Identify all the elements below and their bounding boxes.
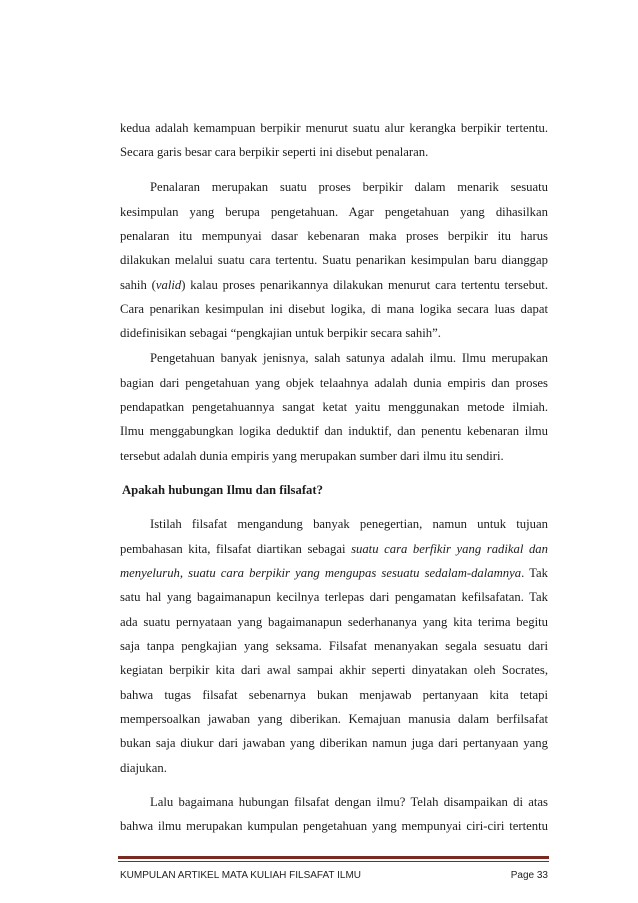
footer-rule [118, 856, 549, 859]
text-line: Istilah filsafat mengandung banyak penegertian, namun untuk tujuan [150, 517, 548, 531]
italic-term: valid [155, 278, 182, 292]
text-line: satu hal yang bagaimanapun kecilnya terlepas dari pengamatan kefilsafatan. Tak [120, 590, 548, 604]
text-line [120, 276, 548, 294]
text-line: penalaran itu mempunyai dasar kebenaran maka proses berpikir itu harus [120, 229, 548, 243]
text-line: didefinisikan sebagai “pengkajian untuk berpikir secara sahih”. [120, 326, 441, 340]
text-line: kegiatan berpikir kita dari awal sampai akhir seperti dinyatakan oleh Socrates, [120, 663, 548, 677]
text-line: kedua adalah kemampuan berpikir menurut suatu alur kerangka berpikir tertentu. [120, 121, 548, 135]
text-segment: ) kalau proses penarikannya dilakukan menurut cara tertentu tersebut. [181, 278, 548, 292]
footer-rule-thin [118, 861, 549, 862]
text-line: ada suatu pernyataan yang bagaimanapun sederhananya yang kita terima begitu [120, 615, 548, 629]
text-line: dilakukan melalui suatu cara tertentu. Suatu penarikan kesimpulan baru dianggap [120, 253, 548, 267]
text-line [120, 564, 548, 582]
text-segment: sahih ( [120, 278, 156, 292]
text-line: mempersoalkan jawaban yang diberikan. Kemajuan manusia dalam berfilsafat [120, 712, 548, 726]
text-line: bahwa ilmu merupakan kumpulan pengetahuan yang mempunyai ciri-ciri tertentu [120, 819, 548, 833]
italic-phrase: menyeluruh, suatu cara berpikir yang mengupas sesuatu sedalam-dalamnya [120, 566, 522, 580]
text-line: Secara garis besar cara berpikir seperti ini disebut penalaran. [120, 145, 429, 159]
page-number: Page 33 [510, 870, 548, 881]
text-line: bukan saja diukur dari jawaban yang diberikan namun juga dari pertanyaan yang [120, 736, 548, 750]
section-heading: Apakah hubungan Ilmu dan filsafat? [122, 483, 323, 497]
text-line: pendapatkan pengetahuannya sangat ketat yaitu menggunakan metode ilmiah. [120, 400, 548, 414]
text-line: Pengetahuan banyak jenisnya, salah satunya adalah ilmu. Ilmu merupakan [150, 351, 548, 365]
text-line: kesimpulan yang berupa pengetahuan. Agar pengetahuan yang dihasilkan [120, 205, 548, 219]
text-line: bagian dari pengetahuan yang objek telaahnya adalah dunia empiris dan proses [120, 376, 548, 390]
text-line: tersebut adalah dunia empiris yang merupakan sumber dari ilmu itu sendiri. [120, 449, 504, 463]
text-segment: . Tak [521, 566, 549, 580]
text-line: Penalaran merupakan suatu proses berpikir dalam menarik sesuatu [150, 180, 548, 194]
text-segment: pembahasan kita, filsafat diartikan sebagai [120, 542, 352, 556]
text-line: diajukan. [120, 761, 167, 775]
text-line: Lalu bagaimana hubungan filsafat dengan ilmu? Telah disampaikan di atas [150, 795, 548, 809]
footer-title: KUMPULAN ARTIKEL MATA KULIAH FILSAFAT ILMU [120, 870, 361, 881]
text-line: Cara penarikan kesimpulan ini disebut logika, di mana logika secara luas dapat [120, 302, 548, 316]
italic-phrase: suatu cara berfikir yang radikal dan [351, 542, 548, 556]
text-line: saja tanpa pengkajian yang seksama. Filsafat menanyakan segala sesuatu dari [120, 639, 548, 653]
text-line: bahwa tugas filsafat sebenarnya bukan menjawab pertanyaan kita tetapi [120, 688, 548, 702]
text-line: Ilmu menggabungkan logika deduktif dan induktif, dan penentu kebenaran ilmu [120, 424, 548, 438]
text-line [120, 540, 548, 558]
